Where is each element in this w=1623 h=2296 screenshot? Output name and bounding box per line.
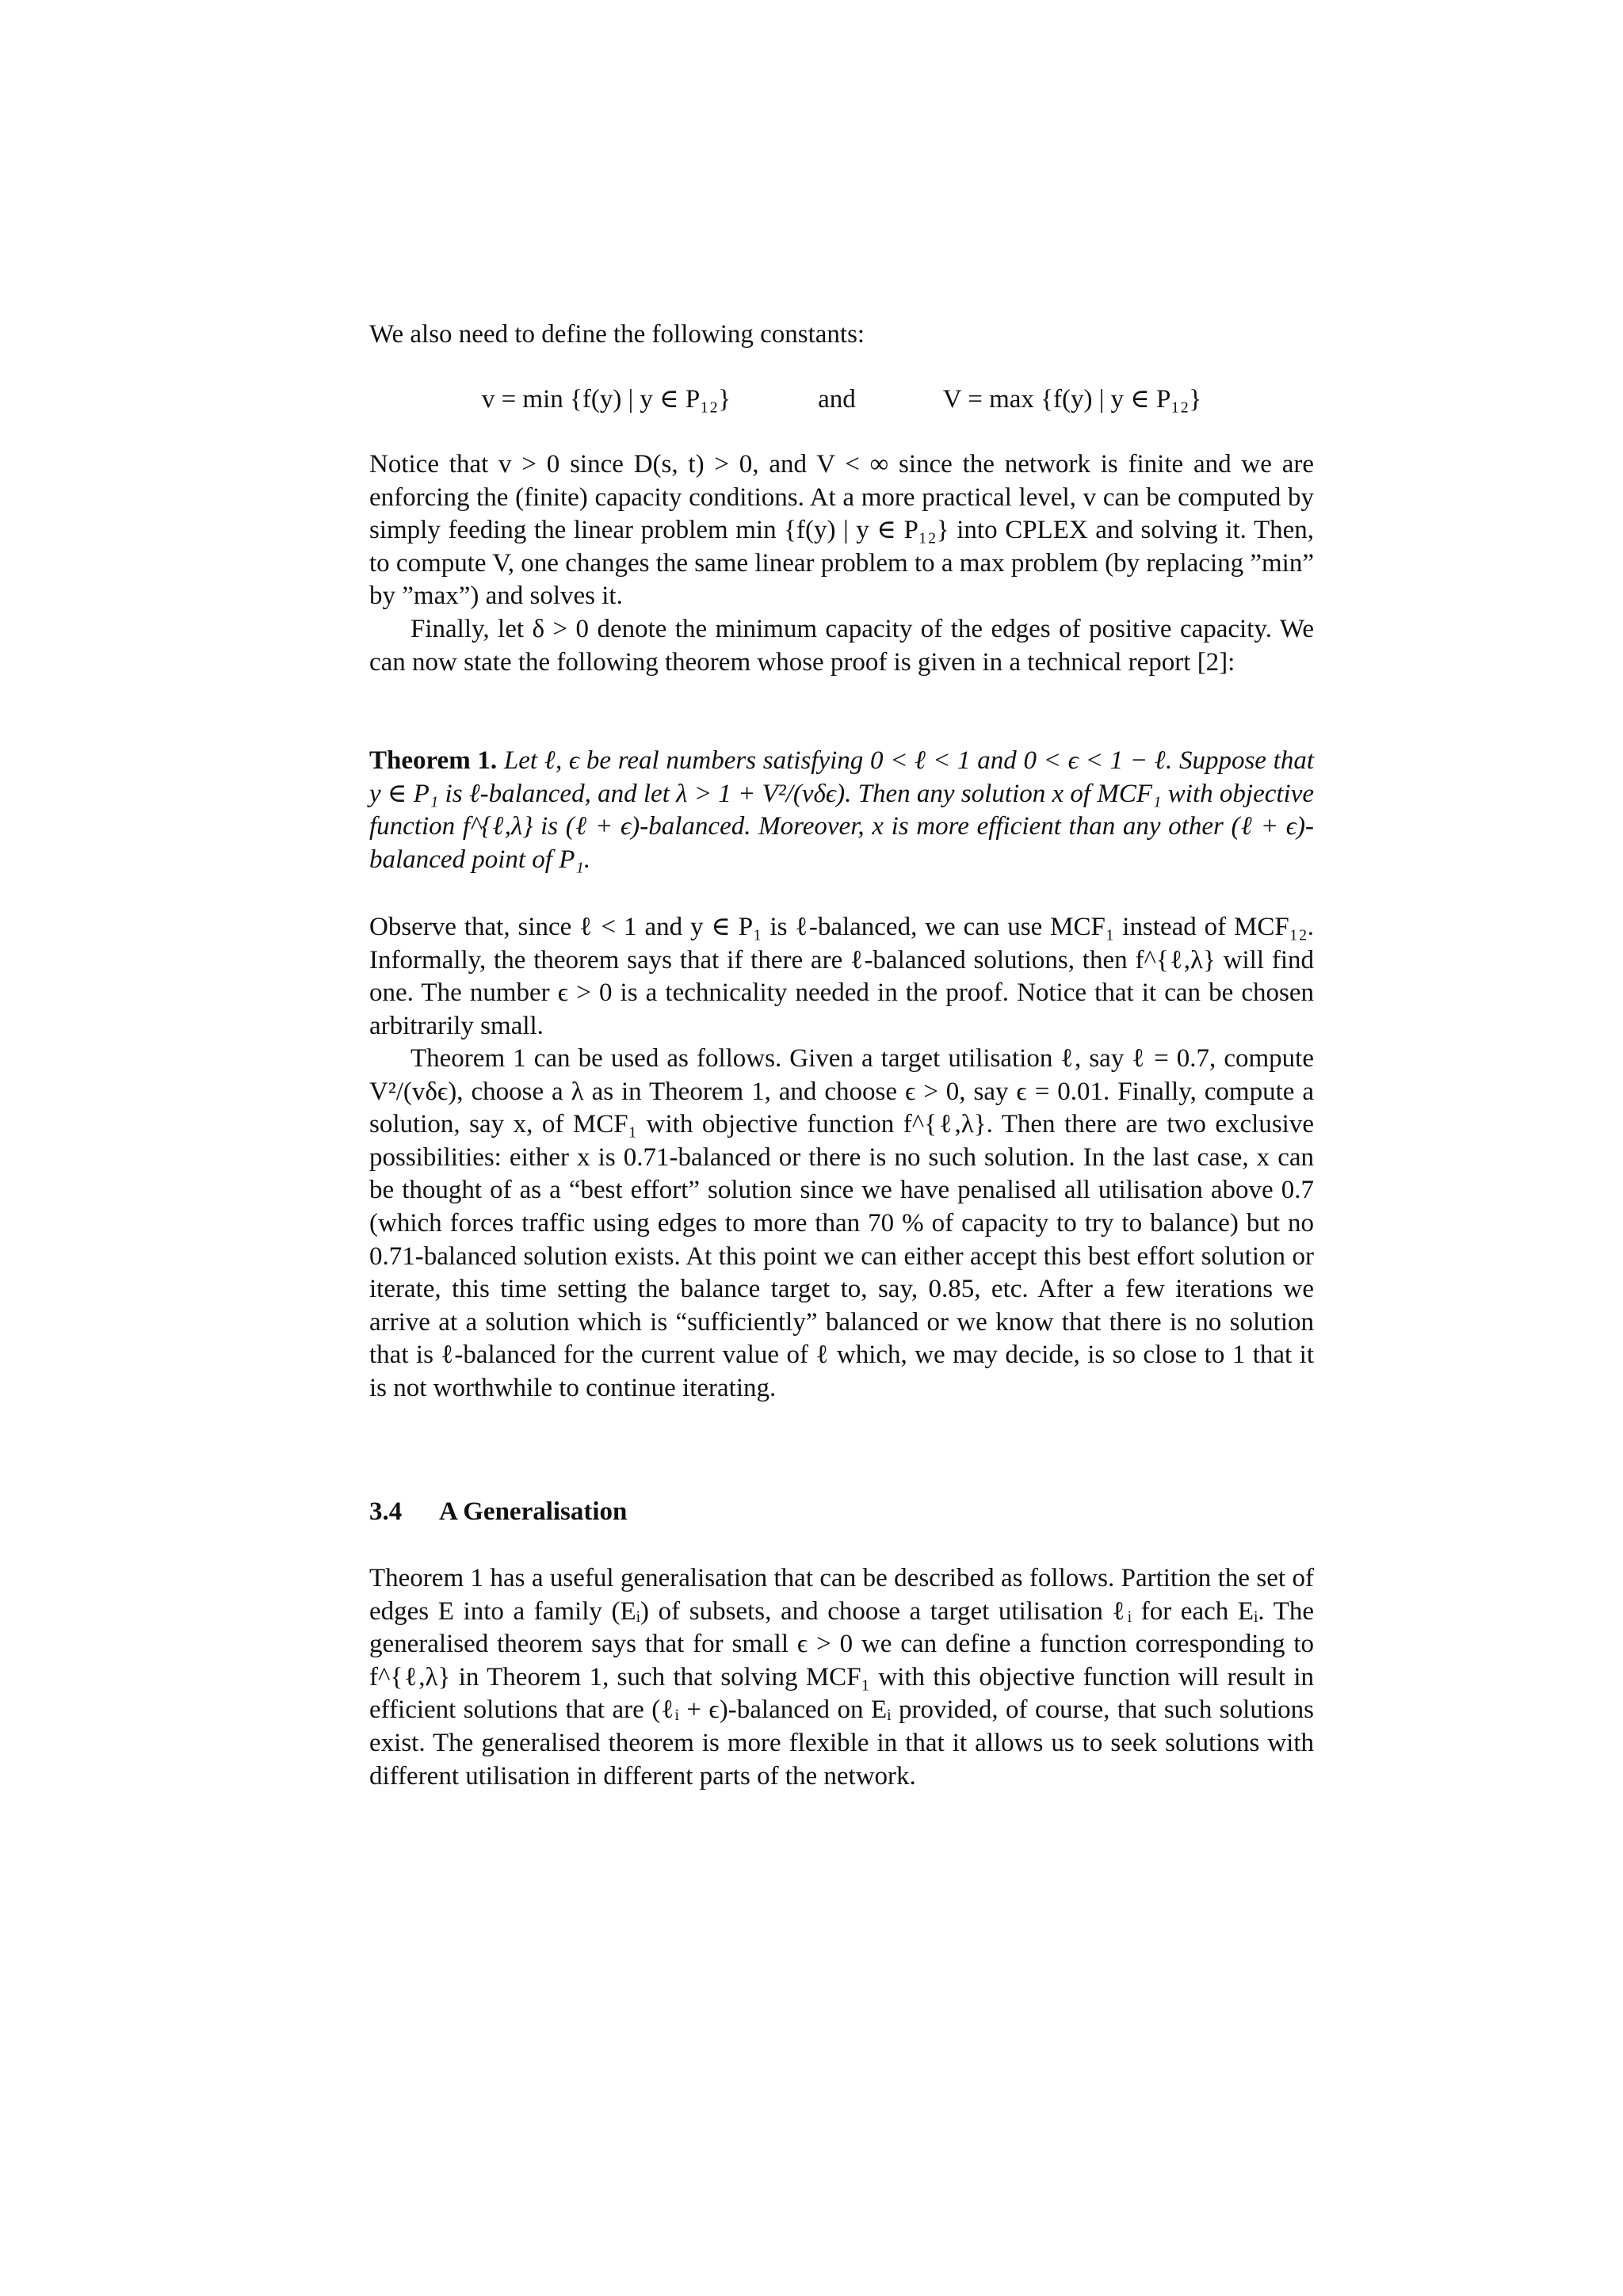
paragraph-text: Finally, let δ > 0 denote the minimum capacity of the edges of positive capacity. We can now state the following theorem whose proof is given in a technical report [2]: xyxy=(369,615,1314,677)
paragraph-constants xyxy=(369,448,1314,613)
paragraph-observe xyxy=(369,911,1314,1043)
paragraph-generalisation xyxy=(369,1562,1314,1793)
paragraph-text: Theorem 1 can be used as follows. Given a target utilisation ℓ, say ℓ = 0.7, compute V²/(vδϵ), choose a λ as in Theorem 1, and choose ϵ > 0, say ϵ = 0.01. Finally, compute a solution, say x, of MCF₁ with objective function f^{ℓ,λ}. Then there are two exclusive possibilities: either x is 0.71-balanced or there is no such solution. In the last case, x can be thought of as a “best effort” solution since we have penalised all utilisation above 0.7 (which forces traffic using edges to more than 70 % of capacity to try to balance) but no 0.71-balanced solution exists. At this point we can either accept this best effort solution or iterate, this time setting the balance target to, say, 0.85, etc. After a few iterations we arrive at a solution which is “sufficiently” balanced or we know that there is no solution that is ℓ-balanced for the current value of ℓ which, we may decide, is so close to 1 that it is not worthwhile to continue iterating. xyxy=(369,1044,1314,1402)
theorem-label: Theorem 1. xyxy=(369,746,498,775)
paragraph-text: Observe that, since ℓ < 1 and y ∈ P₁ is ℓ-balanced, we can use MCF₁ instead of MCF₁₂. Informally, the theorem says that if there are ℓ-balanced solutions, then f^{ℓ,λ} will find one. The number ϵ > 0 is a technicality needed in the proof. Notice that it can be chosen arbitrarily small. xyxy=(369,913,1314,1040)
constants-equation xyxy=(369,383,1314,417)
theorem-statement: Let ℓ, ϵ be real numbers satisfying 0 < ℓ < 1 and 0 < ϵ < 1 − ℓ. Suppose that y ∈ P₁ is ℓ-balanced, and let λ > 1 + V²/(vδϵ). Then any solution x of MCF₁ with objective function f^{ℓ,λ} is (ℓ + ϵ)-balanced. Moreover, x is more efficient than any other (ℓ + ϵ)-balanced point of P₁. xyxy=(369,746,1314,874)
paragraph-text: Theorem 1 has a useful generalisation that can be described as follows. Partition the set of edges E into a family (Eᵢ) of subsets, and choose a target utilisation ℓᵢ for each Eᵢ. The generalised theorem says that for small ϵ > 0 we can define a function corresponding to f^{ℓ,λ} in Theorem 1, such that solving MCF₁ with this objective function will result in efficient solutions that are (ℓᵢ + ϵ)-balanced on Eᵢ provided, of course, that such solutions exist. The generalised theorem is more flexible in that it allows us to seek solutions with different utilisation in different parts of the network. xyxy=(369,1564,1314,1791)
section-number: 3.4 xyxy=(369,1497,403,1526)
section-heading xyxy=(369,1496,1314,1529)
theorem-1 xyxy=(369,745,1314,876)
paragraph-usage xyxy=(369,1043,1314,1405)
section-title: A Generalisation xyxy=(439,1497,628,1526)
equation-max: V = max {f(y) | y ∈ P₁₂} xyxy=(942,385,1202,414)
paragraph-text: Notice that v > 0 since D(s, t) > 0, and V < ∞ since the network is finite and we are enforcing the (finite) capacity conditions. At a more practical level, v can be computed by simply feeding the linear problem min {f(y) | y ∈ P₁₂} into CPLEX and solving it. Then, to compute V, one changes the same linear problem to a max problem (by replacing ”min” by ”max”) and solves it. xyxy=(369,450,1314,611)
paragraph-delta xyxy=(369,613,1314,679)
equation-and: and xyxy=(818,385,856,414)
intro-paragraph xyxy=(369,318,1314,352)
equation-min: v = min {f(y) | y ∈ P₁₂} xyxy=(481,385,731,414)
intro-text: We also need to define the following constants: xyxy=(369,320,865,349)
